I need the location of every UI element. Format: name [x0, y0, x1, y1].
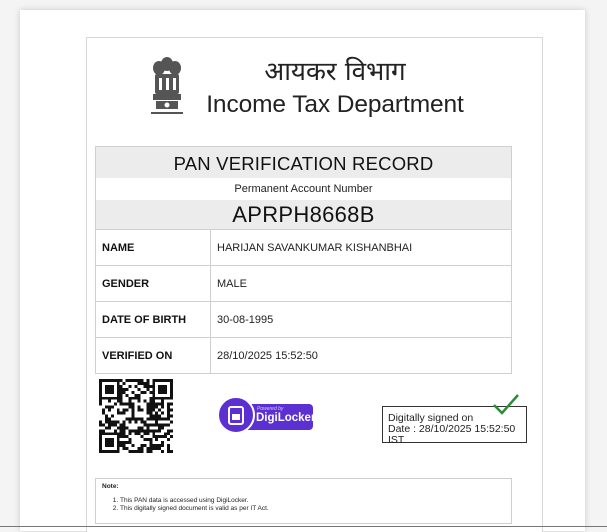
department-name-hindi: आयकर विभाग [264, 57, 406, 87]
department-name-english: Income Tax Department [206, 91, 464, 118]
field-label: NAME [96, 230, 211, 266]
pan-number: APRPH8668B [95, 200, 512, 230]
field-value: HARIJAN SAVANKUMAR KISHANBHAI [211, 230, 512, 266]
field-label: DATE OF BIRTH [96, 302, 211, 338]
digilocker-logo [217, 396, 314, 436]
table-row [96, 338, 512, 374]
field-label: GENDER [96, 266, 211, 302]
table-row [96, 230, 512, 266]
qr-code-icon[interactable] [99, 379, 173, 453]
powered-by-text: Powered by [257, 406, 284, 412]
pan-record-card [86, 37, 543, 532]
details-table [95, 229, 512, 374]
signature-line-1: Digitally signed on [388, 412, 474, 424]
signature-line-2: Date : 28/10/2025 15:52:50 IST [388, 423, 516, 446]
table-row [96, 266, 512, 302]
record-subtitle: Permanent Account Number [95, 178, 512, 201]
digilocker-name: DigiLocker [256, 412, 316, 424]
note-title: Note: [102, 483, 119, 490]
digital-signature-box [382, 406, 527, 446]
field-value: MALE [211, 266, 512, 302]
table-row [96, 302, 512, 338]
field-value: 28/10/2025 15:52:50 [211, 338, 512, 374]
note-box [95, 478, 512, 524]
page-divider [0, 526, 607, 527]
list-item: 2. This digitally signed document is valid as per IT Act. [120, 505, 505, 513]
field-value: 30-08-1995 [211, 302, 512, 338]
list-item: 1. This PAN data is accessed using DigiLocker. [120, 497, 505, 505]
digilocker-lock-icon [217, 396, 255, 434]
field-label: VERIFIED ON [96, 338, 211, 374]
verified-check-icon [492, 393, 520, 417]
note-list [102, 497, 505, 513]
record-title: PAN VERIFICATION RECORD [95, 146, 512, 179]
document-page [20, 10, 585, 531]
india-state-emblem-icon [147, 54, 187, 124]
